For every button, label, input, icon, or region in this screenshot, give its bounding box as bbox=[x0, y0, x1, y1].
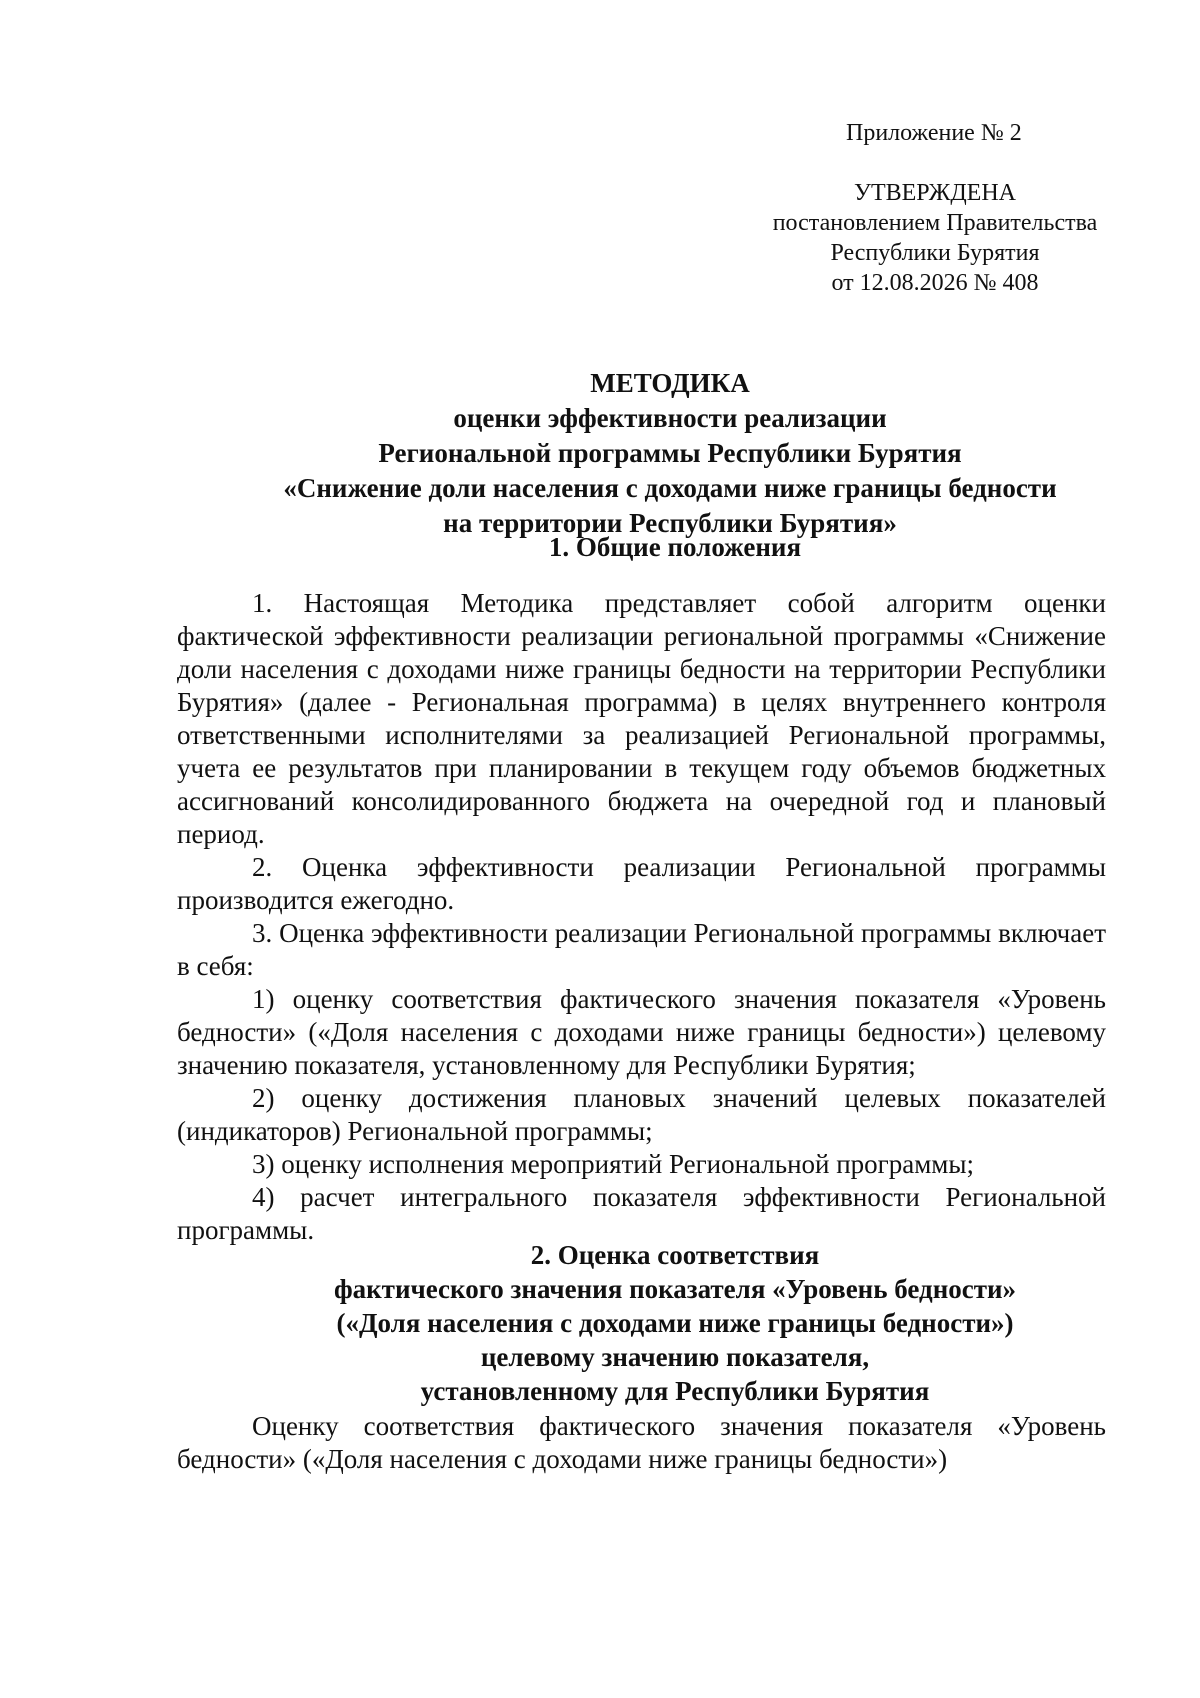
list-item: 1) оценку соответствия фактического значения показателя «Уровень бедности» («Доля населения с доходами ниже границы бедности») целевому значению показателя, установленному для Республики Бурятия; bbox=[177, 984, 1106, 1080]
title-line: оценки эффективности реализации bbox=[453, 403, 887, 433]
section-heading-line: 1. Общие положения bbox=[548, 532, 802, 562]
paragraph: Оценку соответствия фактического значения показателя «Уровень бедности» («Доля населения с доходами ниже границы бедности») bbox=[177, 1411, 1106, 1474]
document-title bbox=[150, 366, 1190, 541]
title-line: «Снижение доли населения с доходами ниже границы бедности bbox=[283, 473, 1057, 503]
title-line: на территории Республики Бурятия» bbox=[443, 508, 897, 538]
paragraph: 2. Оценка эффективности реализации Региональной программы производится ежегодно. bbox=[177, 852, 1106, 915]
list-item: 4) расчет интегрального показателя эффективности Региональной программы. bbox=[177, 1182, 1106, 1245]
approval-line: УТВЕРЖДЕНА bbox=[853, 180, 1017, 206]
section-heading-line: («Доля населения с доходами ниже границы бедности») bbox=[336, 1308, 1014, 1338]
list-item: 3) оценку исполнения мероприятий Региональной программы; bbox=[252, 1149, 975, 1179]
title-line: МЕТОДИКА bbox=[590, 368, 750, 398]
section-2-body bbox=[177, 1410, 1106, 1476]
appendix-label: Приложение № 2 bbox=[846, 120, 1022, 146]
paragraph: 3. Оценка эффективности реализации Региональной программы включает в себя: bbox=[177, 918, 1106, 981]
section-1-heading bbox=[175, 530, 1175, 564]
section-heading-line: установленному для Республики Бурятия bbox=[420, 1376, 930, 1406]
section-2-heading bbox=[175, 1238, 1175, 1408]
section-heading-line: 2. Оценка соответствия bbox=[530, 1240, 820, 1270]
title-line: Региональной программы Республики Бурятия bbox=[378, 438, 962, 468]
paragraph: 1. Настоящая Методика представляет собой алгоритм оценки фактической эффективности реализации региональной программы «Снижение доли населения с доходами ниже границы бедности на территории Республики Бурятия» (далее - Региональная программа) в целях внутреннего контроля ответственными исполнителями за реализацией Региональной программы, учета ее результатов при планировании в текущем году объемов бюджетных ассигнований консолидированного бюджета на очередной год и плановый период. bbox=[177, 588, 1106, 849]
approval-line: постановлением Правительства bbox=[772, 210, 1098, 236]
list-item: 2) оценку достижения плановых значений целевых показателей (индикаторов) Региональной программы; bbox=[177, 1083, 1106, 1146]
section-1-body bbox=[177, 587, 1106, 1247]
approval-stamp bbox=[760, 178, 1110, 298]
approval-line: от 12.08.2026 № 408 bbox=[831, 270, 1039, 296]
section-heading-line: целевому значению показателя, bbox=[480, 1342, 870, 1372]
approval-line: Республики Бурятия bbox=[830, 240, 1040, 266]
section-heading-line: фактического значения показателя «Уровень бедности» bbox=[333, 1274, 1017, 1304]
